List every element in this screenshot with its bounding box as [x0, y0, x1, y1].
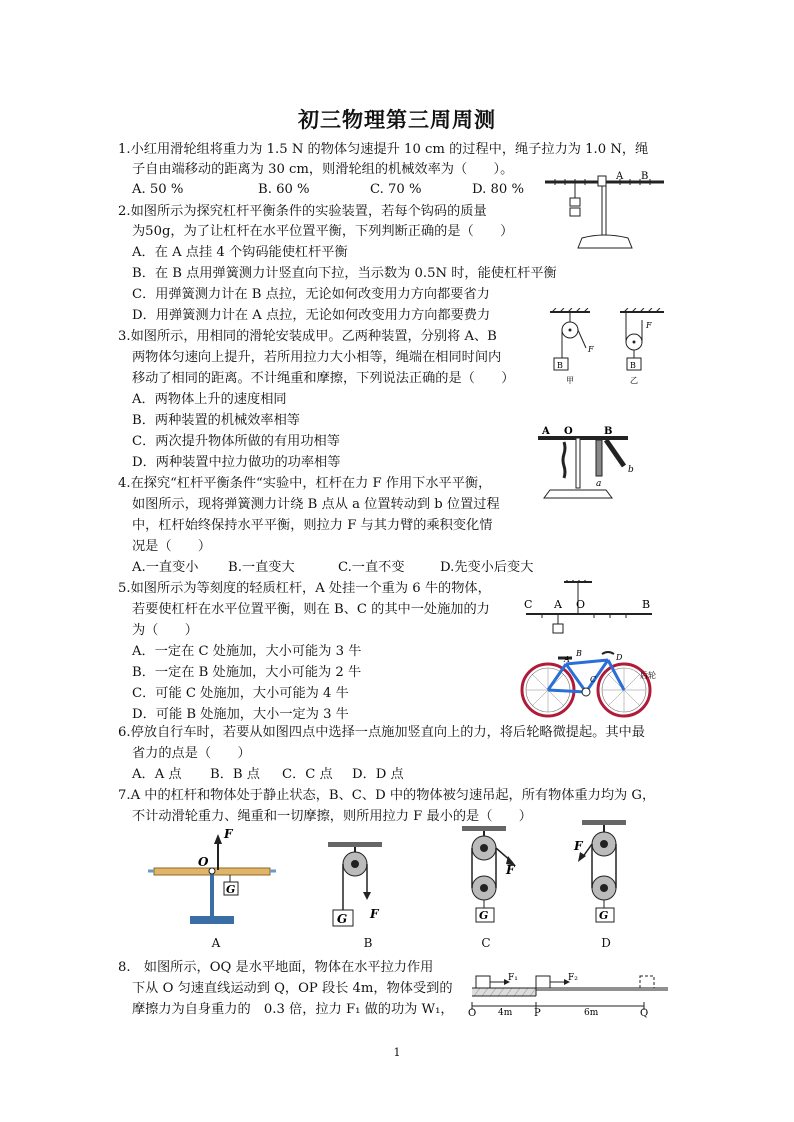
q6-option-c: C．C 点 — [282, 767, 333, 782]
q8-stem-line1: 8. 如图所示，OQ 是水平地面，物体在水平拉力作用 — [118, 960, 434, 975]
q2-option-b: B．在 B 点用弹簧测力计竖直向下拉，当示数为 0.5N 时，能使杠杆平衡 — [132, 266, 557, 281]
q7b-label-f: F — [370, 907, 379, 921]
q5-fig-label-o: O — [576, 598, 586, 611]
q4-option-a: A.一直变小 — [132, 560, 199, 575]
lever-spring-figure — [536, 424, 646, 504]
q7-figure-b-fixed-pulley — [320, 840, 390, 936]
q7c-label-g: G — [479, 909, 489, 922]
q6-fig-label-a: A — [564, 655, 570, 664]
q3-fig-label-f1: F — [588, 345, 594, 354]
q5-stem-line1: 5.如图所示为等刻度的轻质杠杆，A 处挂一个重为 6 牛的物体， — [118, 581, 491, 596]
q3-stem-line1: 3.如图所示，用相同的滑轮安装成甲。乙两种装置，分别将 A、B — [118, 329, 497, 344]
q5-stem-line2: 若要使杠杆在水平位置平衡，则在 B、C 的其中一处施加的力 — [132, 602, 490, 617]
q6-fig-label-rear-wheel: 后轮 — [640, 671, 656, 680]
q8-fig-label-q: Q — [640, 1008, 649, 1018]
q4-stem-line2: 如图所示，现将弹簧测力计绕 B 点从 a 位置转动到 b 位置过程 — [132, 497, 500, 512]
q7d-label-f: F — [574, 839, 583, 853]
q1-stem-line1: 1.小红用滑轮组将重力为 1.5 N 的物体匀速提升 10 cm 的过程中，绳子拉力为 1.0 N，绳 — [118, 142, 649, 157]
q6-stem-line1: 6.停放自行车时，若要从如图四点中选择一点施加竖直向上的力，将后轮略微提起。其中最 — [118, 725, 645, 740]
q7c-label-f: F — [506, 863, 515, 877]
q7-caption-c: C — [481, 936, 491, 950]
pulley-pair-figure — [540, 308, 670, 386]
bicycle-figure — [516, 646, 666, 722]
q3-option-a: A．两物体上升的速度相同 — [132, 392, 287, 407]
q5-option-d: D．可能 B 处施加，大小一定为 3 牛 — [132, 707, 349, 722]
q7-stem-line1: 7.A 中的杠杆和物体处于静止状态，B、C、D 中的物体被匀速吊起，所有物体重力均为 G， — [118, 788, 656, 803]
q5-stem-line3: 为（ ） — [132, 623, 198, 638]
q4-fig-label-lower-a: a — [596, 479, 602, 489]
q3-option-d: D．两种装置中拉力做功的功率相等 — [132, 455, 341, 470]
q4-fig-label-b: B — [604, 426, 613, 437]
q7-caption-b: B — [363, 936, 373, 950]
q6-fig-label-d: D — [616, 653, 623, 662]
q1-option-a: A. 50 % — [132, 182, 184, 197]
q7-figure-a-lever — [146, 822, 276, 930]
q4-fig-label-a: A — [542, 426, 550, 437]
q7a-label-f: F — [224, 827, 233, 841]
q1-stem-line2: 子自由端移动的距离为 30 cm，则滑轮组的机械效率为（ ）。 — [132, 162, 514, 177]
q7a-label-g: G — [226, 883, 236, 896]
q4-stem-line3: 中，杠杆始终保持水平平衡，则拉力 F 与其力臂的乘积变化情 — [132, 518, 493, 533]
q3-fig-label-block2: B — [630, 361, 636, 370]
q7-stem-line2: 不计动滑轮重力、绳重和一切摩擦，则所用拉力 F 最小的是（ ） — [132, 809, 532, 824]
q5-option-b: B．一定在 B 处施加，大小可能为 2 牛 — [132, 665, 362, 680]
q4-fig-label-lower-b: b — [628, 465, 634, 475]
q5-fig-label-c: C — [524, 598, 533, 611]
q7-caption-d: D — [601, 936, 611, 950]
lever-stand-figure — [540, 168, 670, 254]
q6-option-d: D．D 点 — [352, 767, 404, 782]
q8-fig-label-4m: 4m — [498, 1008, 513, 1018]
q6-option-b: B．B 点 — [210, 767, 260, 782]
q5-option-a: A．一定在 C 处施加，大小可能为 3 牛 — [132, 644, 362, 659]
q7a-label-o: O — [198, 855, 209, 869]
q6-stem-line2: 省力的点是（ ） — [132, 746, 251, 761]
q4-stem-line1: 4.在探究“杠杆平衡条件“实验中，杠杆在力 F 作用下水平平衡， — [118, 476, 492, 491]
horizontal-motion-figure — [462, 966, 674, 1018]
q7d-label-g: G — [599, 909, 609, 922]
q3-option-c: C．两次提升物体所做的有用功相等 — [132, 434, 340, 449]
q8-fig-label-6m: 6m — [584, 1008, 599, 1018]
q8-stem-line2: 下从 O 匀速直线运动到 Q，OP 段长 4m，物体受到的 — [132, 981, 453, 996]
q1-option-d: D. 80 % — [472, 182, 524, 197]
q6-option-a: A．A 点 — [132, 767, 182, 782]
q4-option-c: C.一直不变 — [338, 560, 405, 575]
q3-option-b: B．两种装置的机械效率相等 — [132, 413, 300, 428]
page-number: 1 — [393, 1046, 401, 1059]
q4-option-b: B.一直变大 — [228, 560, 295, 575]
q3-fig-label-block1: B — [557, 361, 563, 370]
q7-figure-c-pulley-block — [452, 824, 532, 934]
q8-fig-label-f2: F₂ — [568, 973, 578, 983]
q1-option-c: C. 70 % — [370, 182, 422, 197]
q5-option-c: C．可能 C 处施加，大小可能为 4 牛 — [132, 686, 349, 701]
q3-fig-label-f2: F — [646, 321, 652, 330]
q2-option-c: C．用弹簧测力计在 B 点拉，无论如何改变用力方向都要省力 — [132, 287, 490, 302]
q4-fig-label-o: O — [564, 426, 573, 437]
q8-stem-line3: 摩擦力为自身重力的 0.3 倍，拉力 F₁ 做的功为 W₁， — [132, 1002, 454, 1017]
q2-fig-label-b: B — [641, 171, 649, 182]
q7-figure-d-pulley-block — [570, 818, 650, 934]
page-title: 初三物理第三周周测 — [298, 108, 496, 132]
q5-fig-label-a: A — [554, 598, 562, 611]
hanging-lever-figure — [520, 580, 660, 636]
q1-option-b: B. 60 % — [258, 182, 310, 197]
q2-stem-line1: 2.如图所示为探究杠杆平衡条件的实验装置，若每个钩码的质量 — [118, 204, 487, 219]
q2-option-d: D．用弹簧测力计在 A 点拉，无论如何改变用力方向都要费力 — [132, 308, 491, 323]
q3-fig-label-jia: 甲 — [566, 376, 574, 385]
q6-fig-label-b: B — [576, 649, 582, 658]
q3-stem-line2: 两物体匀速向上提升，若所用拉力大小相等，绳端在相同时间内 — [132, 350, 502, 365]
q2-fig-label-a: A — [616, 171, 624, 182]
q4-stem-line4: 况是（ ） — [132, 539, 212, 554]
q7b-label-g: G — [337, 912, 348, 926]
q5-fig-label-b: B — [642, 598, 651, 611]
q3-stem-line3: 移动了相同的距离。不计绳重和摩擦，下列说法正确的是（ ） — [132, 371, 515, 386]
q2-option-a: A．在 A 点挂 4 个钩码能使杠杆平衡 — [132, 245, 348, 260]
q8-fig-label-p: P — [534, 1008, 541, 1018]
q8-fig-label-f1: F₁ — [508, 973, 518, 983]
q3-fig-label-yi: 乙 — [630, 376, 638, 385]
q4-option-d: D.先变小后变大 — [440, 560, 534, 575]
q8-fig-label-o: O — [468, 1008, 477, 1018]
q7-caption-a: A — [211, 936, 221, 950]
q2-stem-line2: 为50g，为了让杠杆在水平位置平衡，下列判断正确的是（ ） — [132, 224, 514, 239]
q6-fig-label-c: C — [590, 675, 597, 684]
